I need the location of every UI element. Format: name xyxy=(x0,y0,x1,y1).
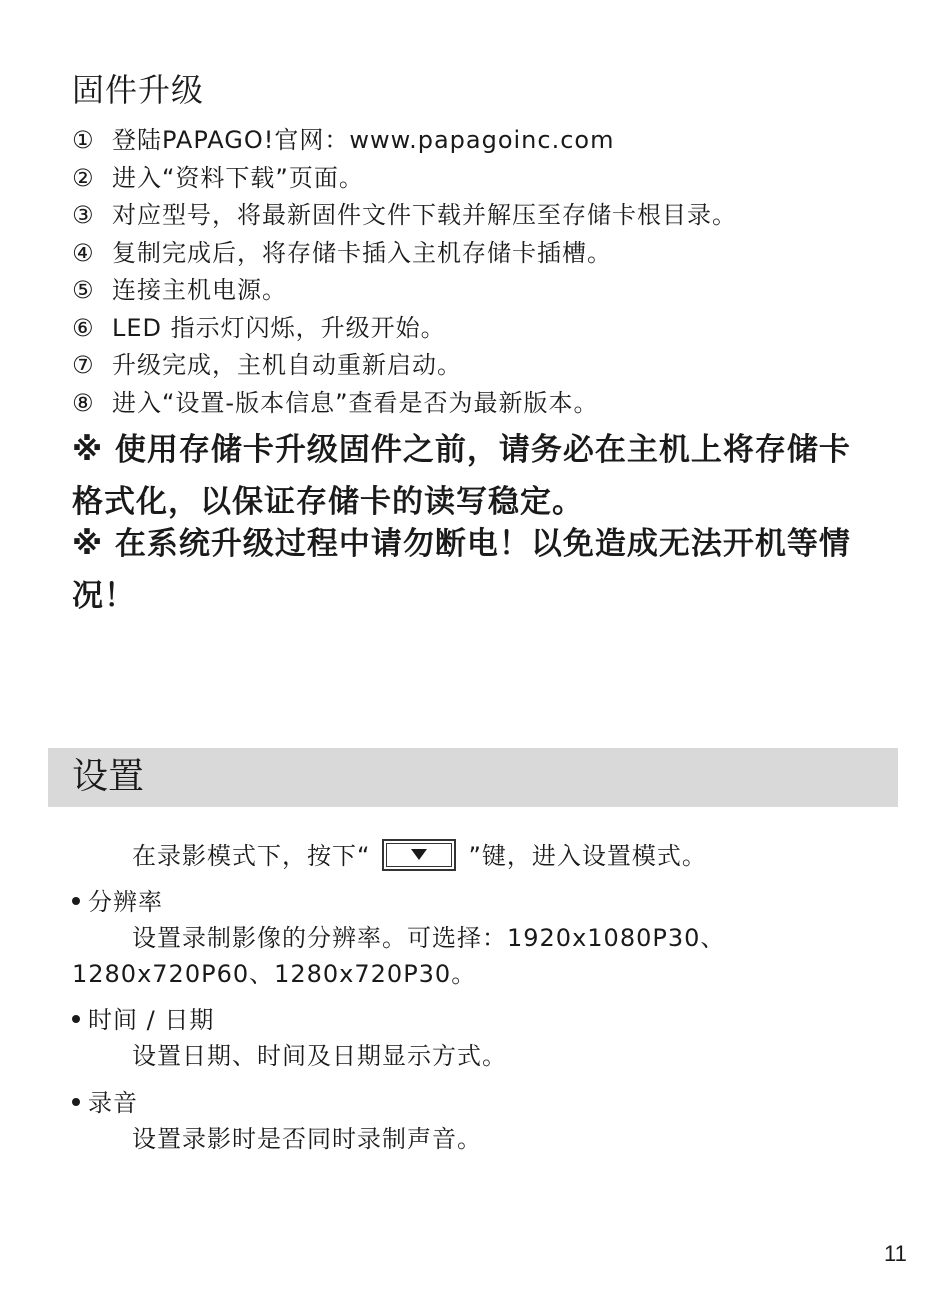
audio-desc xyxy=(72,1121,852,1157)
audio-title xyxy=(72,1085,138,1121)
page-number: 11 xyxy=(884,1241,907,1266)
step-number: ② xyxy=(72,163,95,192)
list-item xyxy=(72,197,737,235)
resolution-desc xyxy=(72,920,852,992)
power-warning: ※ 在系统升级过程中请勿断电！以免造成无法开机等情况！ xyxy=(72,526,851,614)
step-text: 进入“资料下载”页面。 xyxy=(112,163,364,192)
format-warning: ※ 使用存储卡升级固件之前，请务必在主机上将存储卡格式化，以保证存储卡的读写稳定。 xyxy=(72,432,851,520)
item-title-text: 录音 xyxy=(88,1089,138,1117)
firmware-heading: 固件升级 xyxy=(72,71,205,109)
item-desc-text: 设置录制影像的分辨率。可选择：1920x1080P30、1280x720P60、1280x720P30。 xyxy=(72,924,726,988)
list-item xyxy=(72,122,737,160)
step-text: 复制完成后，将存储卡插入主机存储卡插槽。 xyxy=(112,238,612,267)
resolution-title xyxy=(72,884,163,920)
step-number: ⑤ xyxy=(72,276,95,304)
settings-intro xyxy=(132,838,707,874)
item-title-text: 时间 / 日期 xyxy=(88,1006,215,1034)
step-number: ⑦ xyxy=(72,351,95,379)
list-item xyxy=(72,385,737,423)
step-number: ⑧ xyxy=(72,388,95,417)
list-item xyxy=(72,347,737,385)
step-number: ① xyxy=(72,126,95,154)
firmware-steps-list xyxy=(72,122,737,422)
item-title-text: 分辨率 xyxy=(88,888,163,916)
bullet-icon xyxy=(72,897,80,905)
item-desc-text: 设置录影时是否同时录制声音。 xyxy=(132,1125,482,1153)
section-title: 设置 xyxy=(72,756,145,797)
list-item xyxy=(72,310,737,348)
step-text: 进入“设置-版本信息”查看是否为最新版本。 xyxy=(112,388,599,417)
step-text: LED 指示灯闪烁，升级开始。 xyxy=(112,313,446,342)
settings-section-header xyxy=(48,748,898,807)
step-number: ③ xyxy=(72,201,95,229)
step-text: 升级完成，主机自动重新启动。 xyxy=(112,351,462,379)
step-number: ⑥ xyxy=(72,313,95,342)
step-number: ④ xyxy=(72,238,95,267)
bullet-icon xyxy=(72,1098,80,1106)
datetime-desc xyxy=(72,1038,852,1074)
step-text: 对应型号，将最新固件文件下载并解压至存储卡根目录。 xyxy=(112,201,737,229)
step-text: 登陆PAPAGO!官网：www.papagoinc.com xyxy=(112,126,615,154)
intro-text-after: ”键，进入设置模式。 xyxy=(468,842,707,870)
datetime-title xyxy=(72,1002,214,1038)
item-desc-text: 设置日期、时间及日期显示方式。 xyxy=(132,1042,507,1070)
list-item xyxy=(72,235,737,273)
list-item xyxy=(72,160,737,198)
intro-text-before: 在录影模式下，按下“ xyxy=(132,842,371,870)
bullet-icon xyxy=(72,1015,80,1023)
list-item xyxy=(72,272,737,310)
down-key-icon xyxy=(382,839,456,871)
step-text: 连接主机电源。 xyxy=(112,276,287,304)
